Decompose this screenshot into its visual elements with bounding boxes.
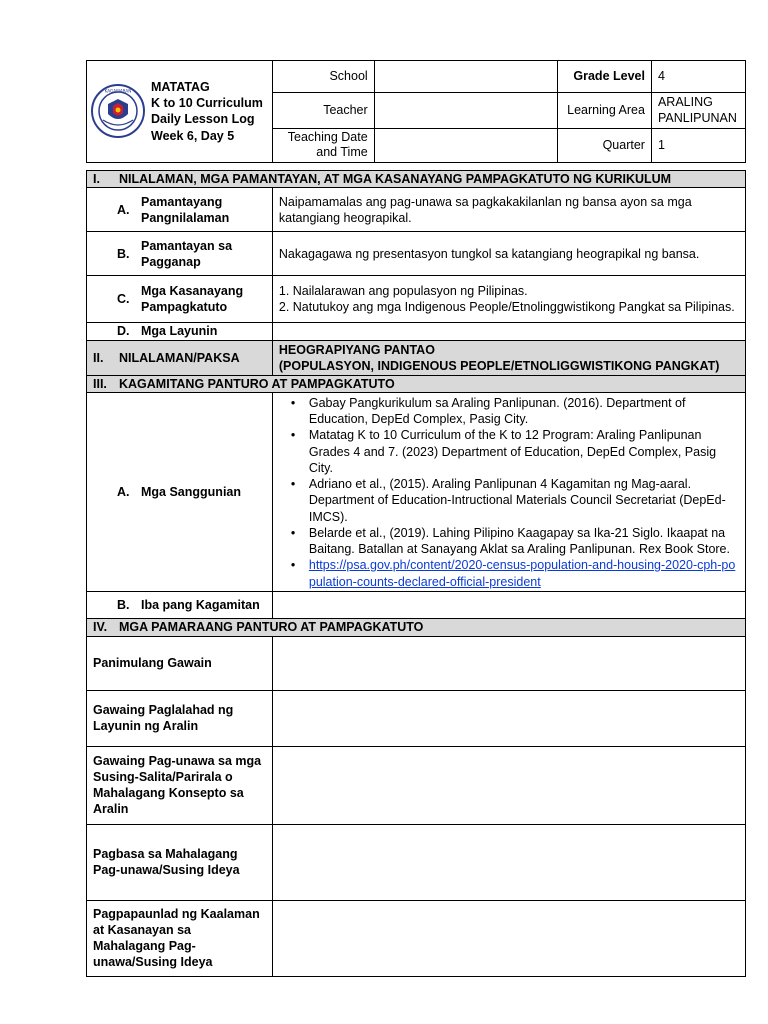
row-label: Mga Kasanayang Pampagkatuto: [141, 284, 244, 315]
row-label-cell: [87, 232, 273, 276]
topic-subtitle: (POPULASYON, INDIGENOUS PEOPLE/ETNOLIGGWISTIKONG PANGKAT): [278, 358, 720, 373]
row-label: Mga Layunin: [141, 324, 218, 339]
table-row: [87, 232, 746, 276]
table-row: [87, 690, 746, 746]
list-item: • Belarde et al., (2019). Lahing Pilipino Kaagapay sa Ika-21 Siglo. Ikaapat na Baitang. Batallan at Sanayang Aklat sa Araling Panlipunan. Rex Book Store.: [309, 525, 739, 558]
row-letter: D.: [117, 324, 130, 339]
table-row: [87, 900, 746, 976]
content-standard-cell[interactable]: Naipamamalas ang pag-unawa sa pagkakakilanlan ng bansa ayon sa mga katangiang heograpikal.: [272, 188, 745, 232]
section-title: NILALAMAN, MGA PAMANTAYAN, AT MGA KASANAYANG PAMPAGKATUTO NG KURIKULUM: [119, 172, 672, 186]
header-title-line: Week 6, Day 5: [151, 128, 235, 143]
procedure-content-cell[interactable]: [272, 900, 745, 976]
grade-level-value[interactable]: 4: [651, 61, 745, 93]
procedure-label: Gawaing Paglalahad ng Layunin ng Aralin: [87, 690, 273, 746]
quarter-label: Quarter: [558, 128, 652, 162]
table-row: [87, 636, 746, 690]
row-letter: A.: [117, 202, 130, 217]
teacher-label: Teacher: [272, 93, 374, 129]
grade-level-label: Grade Level: [558, 61, 652, 93]
section-heading: [87, 340, 746, 376]
section-heading: [87, 619, 746, 636]
procedure-content-cell[interactable]: [272, 690, 745, 746]
row-label-cell: [87, 276, 273, 323]
objectives-cell[interactable]: [272, 323, 745, 340]
section-number: IV.: [93, 620, 108, 635]
section-title: NILALAMAN/PAKSA: [119, 350, 240, 365]
lesson-log-table: [86, 170, 746, 977]
table-row: [87, 323, 746, 340]
teacher-field[interactable]: [374, 93, 557, 129]
list-item: • Matatag K to 10 Curriculum of the K to 12 Program: Araling Panlipunan Grades 4 and 7. (2023) Department of Education, DepEd Complex, Pasig City.: [309, 427, 739, 476]
list-item: • Adriano et al., (2015). Araling Panlipunan 4 Kagamitan ng Mag-aaral. Department of Education-Intructional Materials Council Secretariat (DepEd-IMCS).: [309, 476, 739, 525]
learning-area-label: Learning Area: [558, 93, 652, 129]
row-label-cell: [87, 323, 273, 340]
row-letter: B.: [117, 598, 130, 613]
learning-area-value[interactable]: ARALING PANLIPUNAN: [651, 93, 745, 129]
procedure-label: Pagpapaunlad ng Kaalaman at Kasanayan sa Mahalagang Pag-unawa/Susing Ideya: [87, 900, 273, 976]
procedure-content-cell[interactable]: [272, 746, 745, 824]
table-row: [87, 746, 746, 824]
table-row: [87, 824, 746, 900]
header-table: [86, 60, 746, 163]
row-label-cell: [87, 393, 273, 592]
deped-seal-icon: [91, 84, 145, 138]
table-row: [87, 393, 746, 592]
school-field[interactable]: [374, 61, 557, 93]
row-label-cell: [87, 592, 273, 619]
section-heading: [87, 171, 746, 188]
section-number: I.: [93, 172, 100, 186]
header-title: [151, 79, 263, 144]
header-title-line: Daily Lesson Log: [151, 112, 255, 127]
row-letter: A.: [117, 485, 130, 500]
psa-census-link[interactable]: https://psa.gov.ph/content/2020-census-population-and-housing-2020-cph-population-counts-declared-official-president: [308, 558, 736, 589]
row-letter: C.: [117, 292, 130, 307]
section-label-cell: [87, 340, 273, 376]
procedure-label: Panimulang Gawain: [87, 636, 273, 690]
topic-title: HEOGRAPIYANG PANTAO: [278, 342, 435, 357]
row-label: Pamantayang Pangnilalaman: [141, 194, 230, 225]
list-item: • Gabay Pangkurikulum sa Araling Panlipunan. (2016). Department of Education, DepEd Complex, Pasig City.: [309, 395, 739, 428]
row-label: Pamantayan sa Pagganap: [141, 238, 233, 269]
procedure-label: Pagbasa sa Mahalagang Pag-unawa/Susing Ideya: [87, 824, 273, 900]
list-item: [309, 557, 739, 590]
table-row: [87, 188, 746, 232]
procedure-label: Gawaing Pag-unawa sa mga Susing-Salita/Parirala o Mahalagang Konsepto sa Aralin: [87, 746, 273, 824]
section-number: II.: [93, 350, 104, 365]
svg-text:KAGAWARAN: KAGAWARAN: [104, 88, 132, 94]
section-title: MGA PAMARAANG PANTURO AT PAMPAGKATUTO: [119, 620, 424, 635]
list-item: 2. Natutukoy ang mga Indigenous People/Etnolinggwistikong Pangkat sa Pilipinas.: [278, 300, 735, 315]
section-number: III.: [93, 377, 107, 391]
references-cell[interactable]: [272, 393, 745, 592]
header-title-line: MATATAG: [151, 79, 210, 94]
header-title-cell: [87, 61, 273, 163]
row-label-cell: [87, 188, 273, 232]
header-title-line: K to 10 Curriculum: [151, 96, 263, 111]
learning-competencies-cell[interactable]: [272, 276, 745, 323]
references-list: [279, 395, 739, 590]
school-label: School: [272, 61, 374, 93]
list-item: 1. Nailalarawan ang populasyon ng Pilipinas.: [278, 284, 528, 298]
procedure-content-cell[interactable]: [272, 824, 745, 900]
performance-standard-cell[interactable]: Nakagagawa ng presentasyon tungkol sa katangiang heograpikal ng bansa.: [272, 232, 745, 276]
topic-cell[interactable]: [272, 340, 745, 376]
row-letter: B.: [117, 246, 130, 261]
table-row: [87, 592, 746, 619]
teaching-date-label: Teaching Date and Time: [272, 128, 374, 162]
table-row: [87, 276, 746, 323]
teaching-date-field[interactable]: [374, 128, 557, 162]
row-label: Mga Sanggunian: [141, 485, 241, 500]
section-title: KAGAMITANG PANTURO AT PAMPAGKATUTO: [119, 377, 395, 391]
procedure-content-cell[interactable]: [272, 636, 745, 690]
quarter-value[interactable]: 1: [651, 128, 745, 162]
section-heading: [87, 376, 746, 393]
other-materials-cell[interactable]: [272, 592, 745, 619]
row-label: Iba pang Kagamitan: [141, 598, 260, 613]
